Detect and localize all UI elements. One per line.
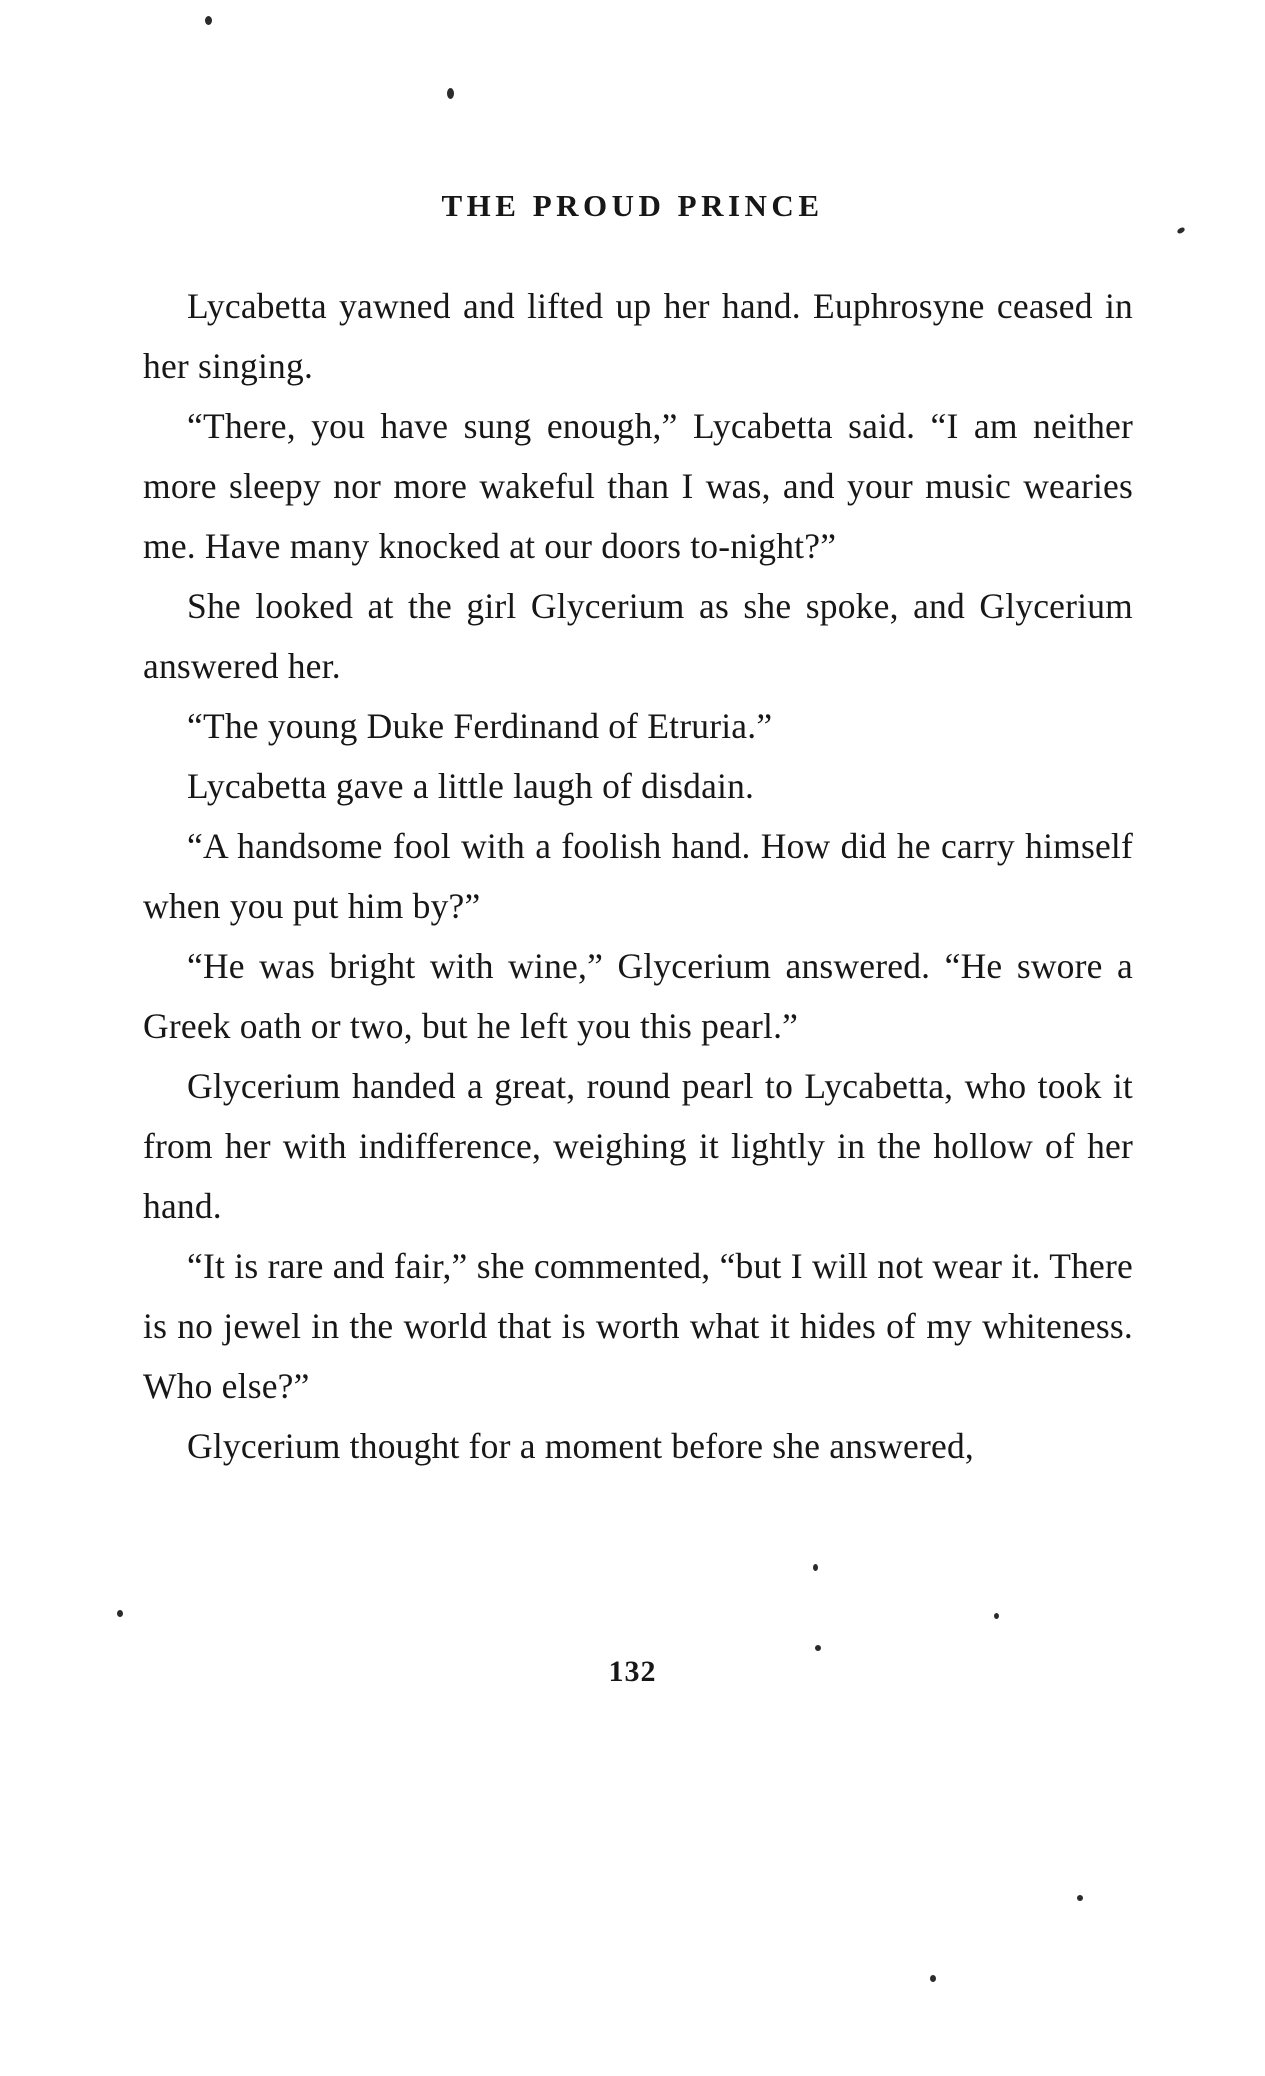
- paragraph: She looked at the girl Glycerium as she spoke, and Glycerium answered her.: [143, 586, 1133, 686]
- paragraph: “There, you have sung enough,” Lycabetta said. “I am neither more sleepy nor more wakeful than I was, and your music wearies me. Have many knocked at our doors to-night?”: [143, 406, 1133, 566]
- scan-speck-icon: [815, 1645, 821, 1651]
- scan-speck-icon: [1176, 226, 1185, 234]
- scan-speck-icon: [994, 1613, 999, 1619]
- paragraph: “He was bright with wine,” Glycerium answered. “He swore a Greek oath or two, but he left you this pearl.”: [143, 946, 1133, 1046]
- page-number: 132: [608, 1655, 657, 1688]
- paragraph: Lycabetta gave a little laugh of disdain.: [187, 766, 755, 806]
- paragraph: Lycabetta yawned and lifted up her hand. Euphrosyne ceased in her singing.: [143, 286, 1133, 386]
- scan-speck-icon: [813, 1564, 818, 1571]
- scan-speck-icon: [205, 16, 212, 25]
- paragraph: Glycerium handed a great, round pearl to Lycabetta, who took it from her with indifference, weighing it lightly in the hollow of her hand.: [143, 1066, 1133, 1226]
- paragraph: Glycerium thought for a moment before she answered,: [187, 1426, 975, 1466]
- scan-speck-icon: [447, 88, 454, 99]
- scan-speck-icon: [1077, 1895, 1083, 1901]
- running-head: THE PROUD PRINCE: [441, 188, 824, 223]
- body-text: [143, 276, 1133, 1476]
- paragraph: “A handsome fool with a foolish hand. How did he carry himself when you put him by?”: [143, 826, 1133, 926]
- paragraph: “The young Duke Ferdinand of Etruria.”: [187, 706, 773, 746]
- scan-speck-icon: [117, 1610, 123, 1617]
- scan-speck-icon: [930, 1975, 936, 1982]
- paragraph: “It is rare and fair,” she commented, “but I will not wear it. There is no jewel in the world that is worth what it hides of my whiteness. Who else?”: [143, 1246, 1133, 1406]
